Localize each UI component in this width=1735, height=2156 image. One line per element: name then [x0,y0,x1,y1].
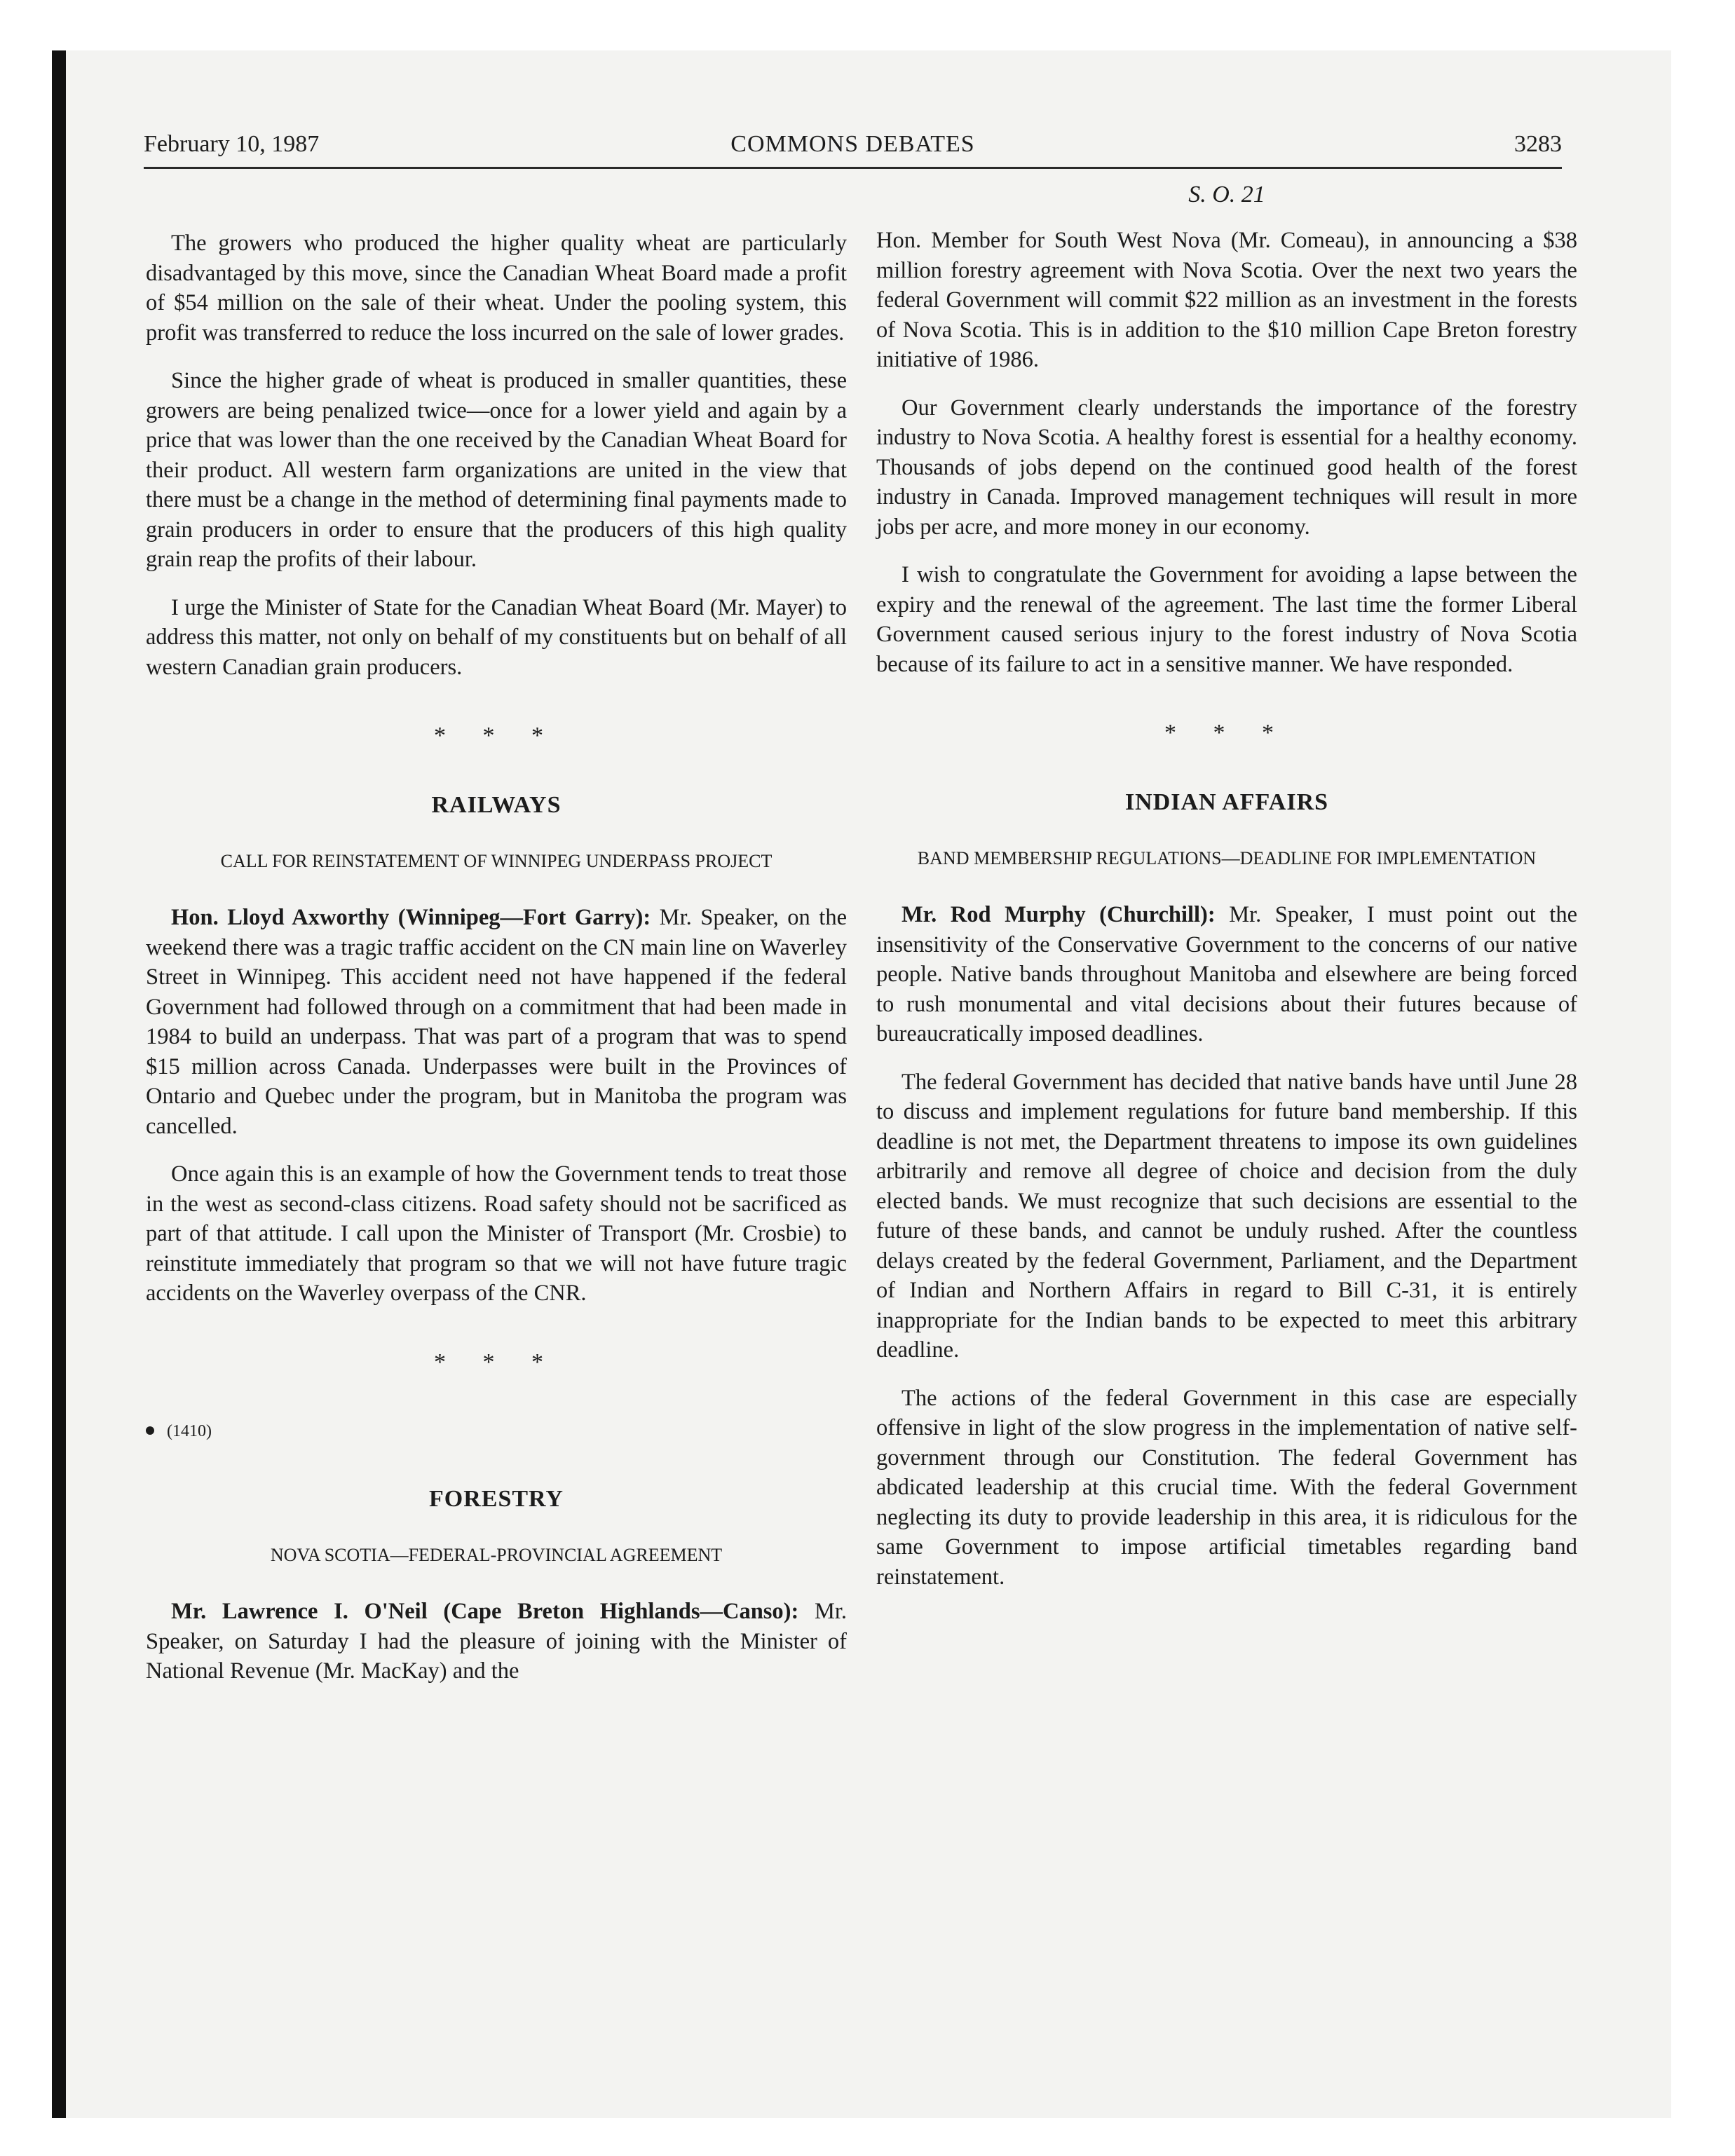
section-heading-indian-affairs: INDIAN AFFAIRS [1124,789,1329,815]
paragraph: The actions of the federal Government in this case are especially offensive in light of the slow progress in the implementation of native self-government through our Constitution. The federal Government has abdicated leadership at this crucial time. With the federal Government neglecting its duty to provide leadership in this area, it is ridiculous for the same Government to impose artificial timetables regarding band reinstatement. [876,1385,1577,1590]
section-separator: * * * [434,1349,559,1375]
speech-paragraph [146,903,847,1141]
timestamp-marker [146,1417,847,1447]
paragraph: I urge the Minister of State for the Canadian Wheat Board (Mr. Mayer) to address this matter, not only on behalf of my constituents but on behalf of all western Canadian grain producers. [146,594,847,680]
bullet-icon [146,1426,154,1435]
standing-order-label: S. O. 21 [1188,182,1265,207]
header-date: February 10, 1987 [144,131,320,157]
left-column [146,228,847,1705]
paragraph: Since the higher grade of wheat is produced in smaller quantities, these growers are being penalized twice—once for a lower yield and again by a price that was lower than the one received by the Canadian Wheat Board for their product. All western farm organizations are united in the view that there must be a change in the method of determining final payments made to grain producers in order to ensure that the producers of this high quality grain reap the profits of their labour. [146,368,847,572]
paragraph: The federal Government has decided that native bands have until June 28 to discuss and implement regulations for future band membership. If this deadline is not met, the Department threatens to impose its own guidelines arbitrarily and remove all degree of choice and decision from the duly elected bands. We must recognize that such decisions are essential to the future of these bands, and cannot be unduly rushed. After the countless delays created by the federal Government, Parliament, and the Department of Indian and Northern Affairs in regard to Bill C-31, it is entirely inappropriate for the Indian bands to be expected to meet this arbitrary deadline. [876,1069,1577,1363]
timestamp: (1410) [167,1422,212,1440]
section-subheading: BAND MEMBERSHIP REGULATIONS—DEADLINE FOR IMPLEMENTATION [917,848,1537,868]
paragraph: The growers who produced the higher quality wheat are particularly disadvantaged by this move, since the Canadian Wheat Board made a profit of $54 million on the sale of their wheat. Under the pooling system, this profit was transferred to reduce the loss incurred on the sale of lower grades. [146,231,847,346]
speech-text: Mr. Speaker, on the weekend there was a tragic traffic accident on the CN main line on Waverley Street in Winnipeg. This accident need not have happened if the federal Government had followed through on a commitment that had been made in 1984 to build an underpass. That was part of a program that was to spend $15 million across Canada. Underpasses were built in the Provinces of Ontario and Quebec under the program, but in Manitoba the program was cancelled. [146,905,847,1139]
speaker-name: Mr. Lawrence I. O'Neil (Cape Breton Highlands—Canso): [171,1599,799,1624]
paragraph: I wish to congratulate the Government for avoiding a lapse between the expiry and the renewal of the agreement. The last time the former Liberal Government caused serious injury to the forest industry of Nova Scotia because of its failure to act in a sensitive manner. We have responded. [876,562,1577,677]
section-subheading: NOVA SCOTIA—FEDERAL-PROVINCIAL AGREEMENT [270,1545,723,1565]
right-column [876,226,1577,1610]
page-header [144,130,1562,169]
section-heading-forestry: FORESTRY [429,1485,564,1512]
speech-text: Mr. Speaker, I must point out the insensitivity of the Conservative Government to the concerns of our native people. Native bands throughout Manitoba and elsewhere are being forced to rush monumental and vital decisions about their futures because of bureaucratically imposed deadlines. [876,902,1577,1046]
speech-paragraph [146,1597,847,1686]
speaker-name: Mr. Rod Murphy (Churchill): [901,902,1216,927]
paragraph: Once again this is an example of how the Government tends to treat those in the west as second-class citizens. Road safety should not be sacrificed as part of that attitude. I call upon the Minister of Transport (Mr. Crosbie) to reinstitute immediately that program so that we will not have future tragic accidents on the Waverley overpass of the CNR. [146,1161,847,1306]
section-separator: * * * [1164,720,1289,746]
speaker-name: Hon. Lloyd Axworthy (Winnipeg—Fort Garry): [171,905,651,930]
speech-text: Mr. Speaker, on Saturday I had the pleasure of joining with the Minister of National Revenue (Mr. MacKay) and the [146,1599,848,1684]
header-title: COMMONS DEBATES [730,131,975,157]
section-heading-railways: RAILWAYS [431,791,562,818]
speech-paragraph [876,900,1577,1049]
section-subheading: CALL FOR REINSTATEMENT OF WINNIPEG UNDERPASS PROJECT [220,851,773,871]
paragraph: Our Government clearly understands the importance of the forestry industry to Nova Scotia. A healthy forest is essential for a healthy economy. Thousands of jobs depend on the continued good health of the forest industry in Canada. Improved management techniques will result in more jobs per acre, and more money in our economy. [876,395,1577,540]
scan-border [52,50,66,2118]
section-separator: * * * [434,723,559,749]
header-page-number: 3283 [1514,131,1562,157]
paragraph-continued: Hon. Member for South West Nova (Mr. Comeau), in announcing a $38 million forestry agreement with Nova Scotia. Over the next two years the federal Government will commit $22 million as an investment in the forests of Nova Scotia. This is in addition to the $10 million Cape Breton forestry initiative of 1986. [876,228,1577,372]
